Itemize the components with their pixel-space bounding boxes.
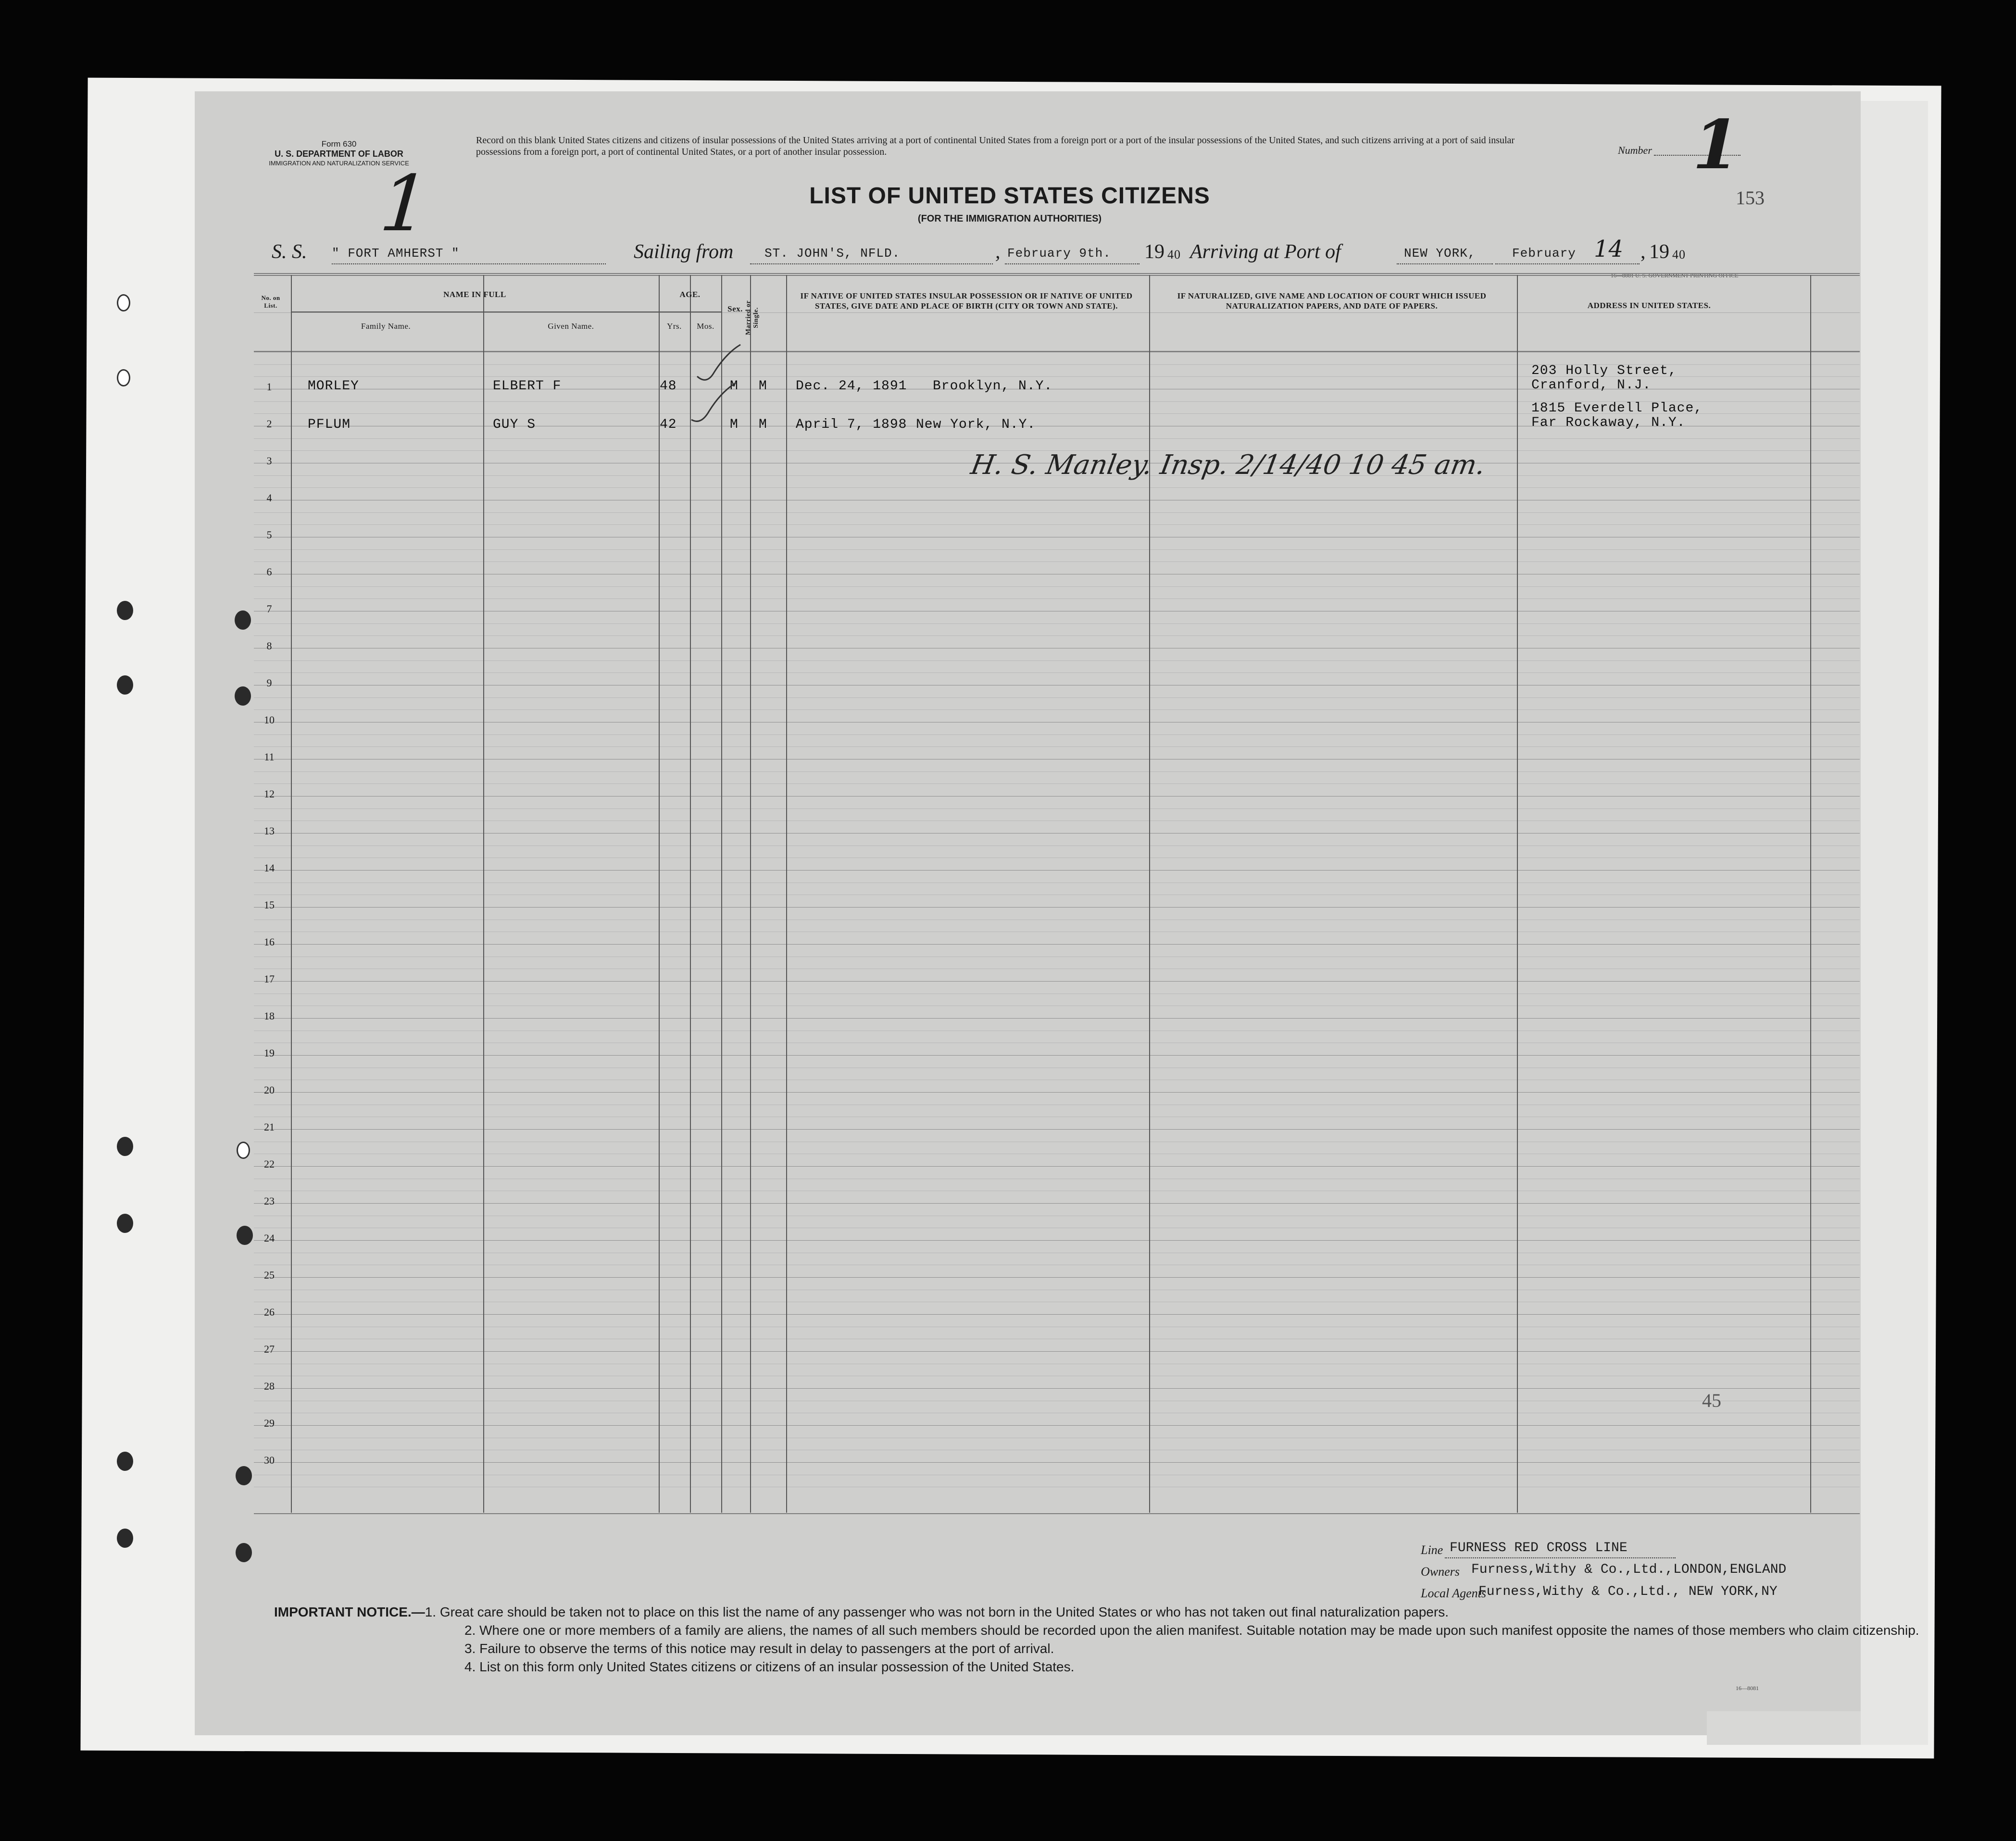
punch-hole	[236, 1543, 252, 1562]
row-rule	[254, 1129, 1860, 1130]
sailing-label: Sailing from	[634, 241, 734, 263]
row2-birth-place: New York, N.Y.	[916, 417, 1036, 432]
row-subline	[254, 635, 1860, 636]
arrive-date-dots	[1495, 263, 1640, 264]
punch-hole	[117, 601, 133, 620]
arrive-month: February	[1512, 246, 1576, 261]
check-marks	[688, 339, 750, 430]
header-birth: IF NATIVE OF UNITED STATES INSULAR POSSESSION OR IF NATIVE OF UNITED STATES, GIVE DATE AND PLACE OF BIRTH (CITY OR TOWN AND STATE).	[800, 291, 1133, 311]
row-subline	[254, 672, 1860, 673]
row2-address-line1: 1815 Everdell Place,	[1531, 401, 1703, 416]
row-number: 25	[264, 1269, 275, 1281]
owners-value: Furness,Withy & Co.,Ltd.,LONDON,ENGLAND	[1471, 1562, 1787, 1577]
row-rule	[254, 1462, 1860, 1463]
row-rule	[254, 1203, 1860, 1204]
row-subline	[254, 524, 1860, 525]
row-subline	[254, 709, 1860, 710]
row-number: 22	[264, 1158, 275, 1170]
row-subline	[254, 746, 1860, 747]
table-rule	[254, 273, 1860, 274]
punch-hole	[117, 675, 133, 695]
number-value: 1	[1684, 106, 1748, 185]
header-given-name: Given Name.	[548, 322, 594, 331]
punch-hole	[117, 294, 130, 311]
check-mark	[691, 383, 736, 421]
punch-hole	[117, 1452, 133, 1471]
from-port: ST. JOHN'S, NFLD.	[764, 246, 901, 261]
subheader-rule	[291, 311, 721, 312]
header-name-in-full: NAME IN FULL	[443, 290, 506, 299]
punch-hole	[235, 686, 251, 706]
punch-hole	[237, 1142, 250, 1159]
header-yrs: Yrs.	[667, 322, 682, 331]
header-address: ADDRESS IN UNITED STATES.	[1587, 301, 1711, 310]
row-number: 14	[264, 862, 275, 874]
row-subline	[254, 660, 1860, 661]
printer-note: 16—8081 U. S. GOVERNMENT PRINTING OFFICE	[1611, 272, 1739, 279]
page-subtitle: (FOR THE IMMIGRATION AUTHORITIES)	[917, 213, 1102, 224]
line-value: FURNESS RED CROSS LINE	[1450, 1541, 1628, 1555]
row-subline	[254, 623, 1860, 624]
row-number: 28	[264, 1380, 275, 1392]
notice-item-3: 3. Failure to observe the terms of this notice may result in delay to passengers at the port of arrival.	[464, 1641, 1054, 1656]
row-rule	[254, 1425, 1860, 1426]
row2-married: M	[759, 417, 767, 432]
table-rule	[254, 312, 1860, 313]
row-number: 23	[264, 1195, 275, 1207]
row-number: 13	[264, 825, 275, 837]
row2-age-years: 42	[660, 417, 677, 432]
line-dots	[1445, 1557, 1676, 1558]
agent-label: Local Agents	[1421, 1586, 1487, 1600]
row-rule	[254, 1277, 1860, 1278]
row-rule	[254, 1388, 1860, 1389]
row1-family-name: MORLEY	[308, 379, 359, 394]
row-number: 3	[266, 455, 272, 467]
punch-hole	[236, 1466, 252, 1485]
row-subline	[254, 734, 1860, 735]
row-number: 2	[266, 418, 272, 430]
header-no: No. on List.	[261, 294, 280, 309]
row-subline	[254, 598, 1860, 599]
row-rule	[254, 1055, 1860, 1056]
punch-hole	[237, 1226, 253, 1245]
row-rule	[254, 1092, 1860, 1093]
number-label: Number	[1618, 144, 1652, 156]
notice-title: IMPORTANT NOTICE.—	[274, 1605, 425, 1619]
header-naturalized: IF NATURALIZED, GIVE NAME AND LOCATION OF COURT WHICH ISSUED NATURALIZATION PAPERS, AND DATE OF PAPERS.	[1177, 291, 1487, 311]
row-subline	[254, 771, 1860, 772]
row-number: 17	[264, 973, 275, 985]
ss-label: S. S.	[272, 241, 307, 263]
table-rule	[254, 275, 1860, 276]
row1-sex: M	[730, 379, 739, 394]
to-port-dots	[1397, 263, 1493, 264]
row1-birth-date: Dec. 24, 1891	[796, 379, 907, 394]
column-rule	[291, 275, 292, 1513]
department-name: U. S. DEPARTMENT OF LABOR	[275, 149, 403, 159]
row-number: 18	[264, 1010, 275, 1022]
arrive-day: 14	[1594, 236, 1624, 262]
from-port-dots	[750, 263, 993, 264]
row-number: 20	[264, 1084, 275, 1096]
punch-hole	[117, 1214, 133, 1233]
row-rule	[254, 1240, 1860, 1241]
row1-given-name: ELBERT F	[493, 379, 562, 394]
row-rule	[254, 981, 1860, 982]
to-port: NEW YORK,	[1404, 246, 1476, 261]
row-number: 21	[264, 1121, 275, 1133]
form-instructions: Record on this blank United States citizens and citizens of insular possessions of the United States arriving at a port of continental United States from a foreign port or a port of the insular possessions of the United States, and such citizens arriving at a port of said insular possessions from a foreign port, a port of continental United States, or a port of another insular possession.	[476, 135, 1515, 157]
row-number: 6	[266, 566, 272, 578]
comma: ,	[995, 241, 1001, 263]
owners-label: Owners	[1421, 1565, 1460, 1579]
check-mark	[697, 345, 740, 380]
row-subline	[254, 586, 1860, 587]
ship-dots	[332, 263, 606, 264]
column-rule	[721, 275, 722, 1513]
tally-number: 45	[1702, 1390, 1721, 1411]
header-married: Married or Single.	[745, 300, 760, 336]
depart-date: February 9th.	[1007, 246, 1111, 261]
row-rule	[254, 1018, 1860, 1019]
row1-address-line2: Cranford, N.J.	[1531, 378, 1652, 393]
back-page-edge	[1856, 101, 1928, 1745]
row-number: 7	[266, 603, 272, 615]
row1-birth-place: Brooklyn, N.Y.	[933, 379, 1053, 394]
row-number: 30	[264, 1454, 275, 1466]
row1-married: M	[759, 379, 767, 394]
row2-sex: M	[730, 417, 739, 432]
row1-age-years: 48	[660, 379, 677, 394]
row2-birth-date: April 7, 1898	[796, 417, 907, 432]
row-number: 27	[264, 1343, 275, 1355]
column-rule	[1517, 275, 1518, 1513]
row-number: 1	[266, 381, 272, 393]
punch-hole	[117, 369, 130, 386]
row-subline	[254, 697, 1860, 698]
punch-hole	[235, 610, 251, 630]
column-rule	[750, 275, 751, 1513]
row-rule	[254, 907, 1860, 908]
sheet-tear	[1707, 1711, 1861, 1745]
form-number: Form 630	[321, 139, 357, 149]
arrive-year-prefix: 19	[1649, 241, 1669, 263]
row-number: 24	[264, 1232, 275, 1244]
row-number: 8	[266, 640, 272, 652]
notice-item-1: 1. Great care should be taken not to place on this list the name of any passenger who was not born in the United States or who has not taken out final naturalization papers.	[425, 1605, 1449, 1619]
service-name: IMMIGRATION AND NATURALIZATION SERVICE	[269, 160, 409, 167]
row-number: 26	[264, 1306, 275, 1318]
punch-hole	[117, 1529, 133, 1548]
arriving-label: Arriving at Port of	[1190, 241, 1341, 263]
row-number: 9	[266, 677, 272, 689]
header-family-name: Family Name.	[361, 322, 411, 331]
page-title: LIST OF UNITED STATES CITIZENS	[809, 183, 1210, 209]
important-notice	[274, 1603, 2003, 1676]
depart-year: 40	[1167, 248, 1181, 261]
row-number: 19	[264, 1047, 275, 1059]
year-prefix: 19	[1144, 241, 1165, 263]
table-bottom-rule	[254, 1513, 1860, 1514]
column-rule	[483, 275, 484, 1513]
row-number: 12	[264, 788, 275, 800]
column-rule	[690, 275, 691, 1513]
notice-item-2: 2. Where one or more members of a family are aliens, the names of all such members should be recorded upon the alien manifest. Suitable notation may be made upon such manifest opposite the names of those members who claim citizenship.	[464, 1623, 1919, 1638]
punch-hole	[117, 1137, 133, 1156]
row-number: 29	[264, 1417, 275, 1429]
row-number: 10	[264, 714, 275, 726]
column-rule	[786, 275, 787, 1513]
column-rule	[659, 275, 660, 1513]
stamped-page-number: 153	[1736, 187, 1765, 209]
row-subline	[254, 549, 1860, 550]
row2-address-line2: Far Rockaway, N.Y.	[1531, 415, 1686, 430]
row-number: 16	[264, 936, 275, 948]
form-code: 16—8081	[1736, 1685, 1759, 1692]
row2-given-name: GUY S	[493, 417, 536, 432]
row-rule	[254, 1351, 1860, 1352]
handwritten-mark: 1	[367, 159, 441, 249]
row-subline	[254, 561, 1860, 562]
inspector-signature: H. S. Manley. Insp. 2/14/40 10 45 am.	[968, 449, 1488, 481]
row-number: 5	[266, 529, 272, 541]
row-rule	[254, 944, 1860, 945]
row-subline	[254, 438, 1860, 439]
ship-name: " FORT AMHERST "	[332, 246, 460, 261]
agent-value: Furness,Withy & Co.,Ltd., NEW YORK,NY	[1478, 1584, 1778, 1599]
column-rule	[1810, 275, 1811, 1513]
notice-item-4: 4. List on this form only United States citizens or citizens of an insular possession of the United States.	[464, 1659, 1075, 1674]
row-number: 4	[266, 492, 272, 504]
row-number: 11	[264, 751, 275, 763]
header-sex: Sex.	[727, 304, 743, 313]
row-rule	[254, 870, 1860, 871]
line-label: Line	[1421, 1543, 1443, 1557]
row-rule	[254, 1314, 1860, 1315]
row-subline	[254, 512, 1860, 513]
arrive-year: 40	[1672, 248, 1686, 261]
year-comma: ,	[1640, 241, 1646, 263]
depart-date-dots	[1005, 263, 1139, 264]
row-subline	[254, 487, 1860, 488]
manifest-sheet	[195, 91, 1861, 1735]
row2-family-name: PFLUM	[308, 417, 351, 432]
row-number: 15	[264, 899, 275, 911]
header-mos: Mos.	[697, 322, 714, 331]
header-age: AGE.	[679, 290, 701, 299]
row-rule	[254, 1166, 1860, 1167]
row1-address-line1: 203 Holly Street,	[1531, 363, 1677, 378]
